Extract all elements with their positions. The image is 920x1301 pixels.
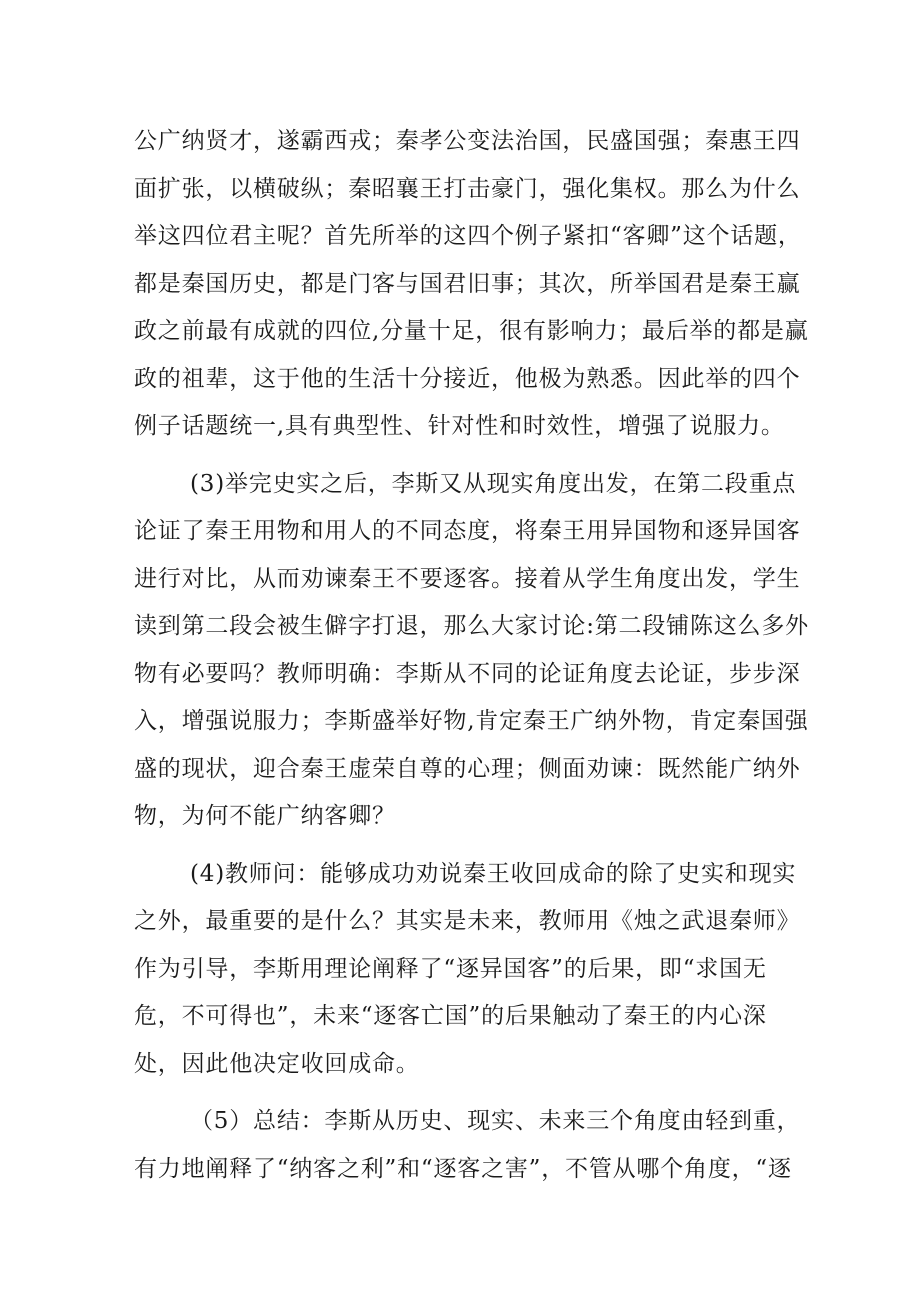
text-line: 论证了秦王用物和用人的不同态度，将秦王用异国物和逐异国客 — [134, 518, 801, 544]
text-line: 举这四位君主呢？首先所举的这四个例子紧扣“客卿”这个话题， — [134, 223, 802, 249]
text-line: 物有必要吗？教师明确：李斯从不同的论证角度去论证，步步深 — [134, 660, 801, 687]
text-line: 政的祖辈，这于他的生活十分接近，他极为熟悉。因此举的四个 — [134, 365, 801, 392]
text-line: 入，增强说服力；李斯盛举好物,肯定秦王广纳外物，肯定秦国强 — [134, 708, 809, 734]
text-line: 危，不可得也”，未来“逐客亡国”的后果触动了秦王的内心深 — [134, 1003, 767, 1029]
text-line: 公广纳贤才，遂霸西戎；秦孝公变法治国，民盛国强；秦惠王四 — [134, 128, 801, 154]
paragraph-4 — [134, 1098, 801, 1193]
text-line: 读到第二段会被生僻字打退，那么大家讨论:第二段铺陈这么多外 — [134, 613, 809, 639]
text-line: 政之前最有成就的四位,分量十足，很有影响力；最后举的都是赢 — [134, 318, 809, 344]
text-line: 例子话题统一,具有典型性、针对性和时效性，增强了说服力。 — [134, 413, 785, 439]
text-line: 作为引导，李斯用理论阐释了“逐异国客”的后果，即“求国无 — [134, 955, 767, 982]
text-line: (4)教师问：能够成功劝说秦王收回成命的除了史实和现实 — [190, 860, 797, 887]
text-line: 之外，最重要的是什么？其实是未来，教师用《烛之武退秦师》 — [134, 908, 801, 934]
text-line: 面扩张，以横破纵；秦昭襄王打击豪门，强化集权。那么为什么 — [134, 175, 801, 202]
text-line: （5）总结：李斯从历史、现实、未来三个角度由轻到重， — [190, 1108, 801, 1134]
paragraph-3 — [134, 851, 801, 1089]
paragraph-2 — [134, 461, 809, 841]
text-line: 进行对比，从而劝谏秦王不要逐客。接着从学生角度出发，学生 — [134, 565, 801, 592]
text-line: 处，因此他决定收回成命。 — [134, 1050, 420, 1077]
text-line: (3)举完史实之后，李斯又从现实角度出发，在第二段重点 — [190, 470, 797, 497]
paragraph-1 — [134, 118, 809, 451]
text-line: 物，为何不能广纳客卿？ — [134, 803, 396, 829]
body-text — [134, 118, 809, 1193]
text-line: 盛的现状，迎合秦王虚荣自尊的心理；侧面劝谏：既然能广纳外 — [134, 755, 801, 782]
text-line: 有力地阐释了“纳客之利”和“逐客之害”，不管从哪个角度，“逐 — [134, 1155, 792, 1182]
text-line: 都是秦国历史，都是门客与国君旧事；其次，所举国君是秦王赢 — [134, 270, 801, 297]
